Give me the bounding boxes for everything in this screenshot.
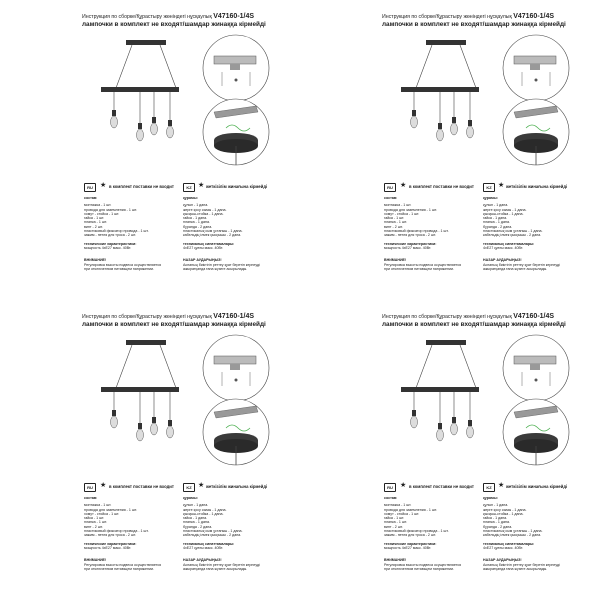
kz-tech-heading: техникалық сипаттамалары: <box>483 241 535 246</box>
pendant-lamp-drawing <box>401 40 479 141</box>
kz-warning-line: Аспаның биіктігін реттеу қуат беретін кернеуді <box>183 562 260 567</box>
canopy-wiring-detail <box>203 99 269 165</box>
ru-item: планка - 1 шт. <box>384 520 407 525</box>
bulbs-not-included-note: лампочки в комплект не входят/шамдар жинаққа кірмейді <box>82 321 266 328</box>
canopy-wiring-detail <box>503 99 569 165</box>
instruction-sheet-top-right <box>300 0 600 300</box>
ru-item: винт - 2 шт. <box>84 224 103 229</box>
kz-not-included-note: жеткізілім жинағына кірмейді <box>506 184 568 189</box>
ru-text-column <box>384 496 480 571</box>
kz-language-badge: KZ <box>183 483 195 492</box>
ru-item: провода для заземления - 1 шт. <box>384 207 437 212</box>
kz-item: кабельдің ілмек қысқышы - 2 дана. <box>183 533 242 538</box>
kz-item: планка - 1 дана. <box>483 220 510 225</box>
model-number: V47160-1/4S <box>513 313 555 320</box>
ru-item: монтажка - 1 шт. <box>84 203 112 208</box>
star-icon: ★ <box>400 482 407 489</box>
kz-item: жерге қосу сымы - 1 дана. <box>183 507 227 512</box>
kz-not-included-note: жеткізілім жинағына кірмейді <box>506 484 568 489</box>
star-icon: ★ <box>498 482 505 489</box>
kz-item: кабельдің ілмек қысқышы - 2 дана. <box>183 233 242 238</box>
ru-text-column <box>384 196 480 271</box>
ru-text-column <box>84 496 180 571</box>
title-prefix: Инструкция по сборке/Құрастыру жөніндегі нұсқаулық <box>82 314 212 320</box>
ru-tech-value: мощность 4xE27 макс. 40Вт. <box>84 545 132 550</box>
kz-contents-heading: құрамы: <box>483 196 498 200</box>
ru-warning-line: Регулировка высоты подвеса осуществляется <box>384 562 462 567</box>
ru-item: пластиковый фиксатор провода - 1 шт. <box>384 229 449 234</box>
ru-item: зажим - петля для троса - 2 шт. <box>384 233 437 238</box>
ru-warning-line: при отключенном питающем напряжении. <box>384 266 455 271</box>
ru-item: винт - 2 шт. <box>384 224 403 229</box>
ru-tech-heading: технические характеристики: <box>84 541 137 546</box>
kz-item: планка - 1 дана. <box>483 520 510 525</box>
ru-warning-heading: ВНИМАНИЕ! <box>84 258 107 263</box>
model-number: V47160-1/4S <box>213 13 255 20</box>
ru-item: хомут - стойка - 1 шт. <box>384 211 420 216</box>
title-prefix: Инструкция по сборке/Құрастыру жөніндегі нұсқаулық <box>382 314 512 320</box>
kz-item: құлып - 1 дана. <box>183 203 209 208</box>
kz-warning-heading: НАЗАР АУДАРЫҢЫЗ! <box>483 558 522 563</box>
kz-item: қысқыш-стойка - 1 дана. <box>183 211 224 216</box>
ru-item: винт - 2 шт. <box>84 524 103 529</box>
ru-tech-heading: технические характеристики: <box>384 241 437 246</box>
ru-contents-heading: состав: <box>84 496 98 500</box>
ru-tech-value: мощность 4xE27 макс. 40Вт. <box>84 245 132 250</box>
kz-tech-heading: техникалық сипаттамалары: <box>183 541 235 546</box>
canopy-wiring-detail <box>503 399 569 465</box>
ru-not-included-note: в комплект поставки не входит <box>109 184 174 189</box>
kz-warning-line: Аспаның биіктігін реттеу қуат беретін кернеуді <box>483 562 560 567</box>
kz-item: бұрандa - 2 дана. <box>483 524 513 529</box>
star-icon: ★ <box>498 182 505 189</box>
kz-item: кабельдің ілмек қысқышы - 2 дана. <box>483 233 542 238</box>
ru-warning-line: при отключенном питающем напряжении. <box>84 566 155 571</box>
kz-not-included-note: жеткізілім жинағына кірмейді <box>206 484 268 489</box>
ru-warning-line: Регулировка высоты подвеса осуществляется <box>84 562 162 567</box>
kz-item: пластикалық сым ұстағыш - 1 дана. <box>183 529 243 534</box>
kz-language-badge: KZ <box>183 183 195 192</box>
canopy-wiring-detail <box>203 399 269 465</box>
kz-item: қысқыш-стойка - 1 дана. <box>183 511 224 516</box>
mounting-bracket-detail <box>503 335 569 401</box>
ru-item: гайка - 1 шт. <box>84 216 105 221</box>
pendant-lamp-drawing <box>101 40 179 141</box>
ru-item: гайка - 1 шт. <box>84 516 105 521</box>
mounting-bracket-detail <box>503 35 569 101</box>
kz-item: гайка - 1 дана. <box>183 516 208 521</box>
bulbs-not-included-note: лампочки в комплект не входят/шамдар жинаққа кірмейді <box>382 321 566 328</box>
kz-warning-line: Аспаның биіктігін реттеу қуат беретін кернеуді <box>483 262 560 267</box>
kz-text-column <box>183 496 279 571</box>
ru-contents-heading: состав: <box>84 196 98 200</box>
ru-warning-heading: ВНИМАНИЕ! <box>384 258 407 263</box>
ru-item: пластиковый фиксатор провода - 1 шт. <box>384 529 449 534</box>
ru-not-included-note: в комплект поставки не входит <box>409 184 474 189</box>
kz-item: кабельдің ілмек қысқышы - 2 дана. <box>483 533 542 538</box>
kz-item: планка - 1 дана. <box>183 220 210 225</box>
ru-item: планка - 1 шт. <box>384 220 407 225</box>
kz-text-column <box>183 196 279 271</box>
kz-warning-line: ажыратқанда ғана жүзеге асырылады. <box>183 266 248 271</box>
ru-item: зажим - петля для троса - 2 шт. <box>84 533 137 538</box>
ru-item: монтажка - 1 шт. <box>84 503 112 508</box>
kz-item: пластикалық сым ұстағыш - 1 дана. <box>483 229 543 234</box>
kz-item: гайка - 1 дана. <box>483 516 508 521</box>
star-icon: ★ <box>100 482 107 489</box>
kz-not-included-note: жеткізілім жинағына кірмейді <box>206 184 268 189</box>
kz-tech-heading: техникалық сипаттамалары: <box>183 241 235 246</box>
mounting-bracket-detail <box>203 35 269 101</box>
ru-item: гайка - 1 шт. <box>384 216 405 221</box>
ru-warning-line: Регулировка высоты подвеса осуществляется <box>384 262 462 267</box>
instruction-sheet-bottom-right <box>300 300 600 600</box>
ru-item: винт - 2 шт. <box>384 524 403 529</box>
kz-item: пластикалық сым ұстағыш - 1 дана. <box>483 529 543 534</box>
bulbs-not-included-note: лампочки в комплект не входят/шамдар жинаққа кірмейді <box>82 21 266 28</box>
title-prefix: Инструкция по сборке/Құрастыру жөніндегі нұсқаулық <box>82 14 212 20</box>
kz-item: жерге қосу сымы - 1 дана. <box>483 207 527 212</box>
kz-language-badge: KZ <box>483 483 495 492</box>
ru-text-column <box>84 196 180 271</box>
kz-contents-heading: құрамы: <box>483 496 498 500</box>
ru-tech-heading: технические характеристики: <box>384 541 437 546</box>
ru-contents-heading: состав: <box>384 196 398 200</box>
ru-tech-heading: технические характеристики: <box>84 241 137 246</box>
kz-item: құлып - 1 дана. <box>483 503 509 508</box>
model-number: V47160-1/4S <box>513 13 555 20</box>
ru-warning-heading: ВНИМАНИЕ! <box>84 558 107 563</box>
ru-item: хомут - стойка - 1 шт. <box>84 511 120 516</box>
kz-tech-value: 4xE27 қуаты макс. 40Вт. <box>483 545 524 550</box>
kz-contents-heading: құрамы: <box>183 496 198 500</box>
ru-item: провода для заземления - 1 шт. <box>384 507 437 512</box>
mounting-bracket-detail <box>203 335 269 401</box>
kz-item: бұрандa - 2 дана. <box>183 224 213 229</box>
ru-item: пластиковый фиксатор провода - 1 шт. <box>84 229 149 234</box>
ru-warning-line: при отключенном питающем напряжении. <box>384 566 455 571</box>
title-prefix: Инструкция по сборке/Құрастыру жөніндегі нұсқаулық <box>382 14 512 20</box>
kz-tech-value: 4xE27 қуаты макс. 40Вт. <box>483 245 524 250</box>
model-number: V47160-1/4S <box>213 313 255 320</box>
kz-item: жерге қосу сымы - 1 дана. <box>183 207 227 212</box>
kz-item: гайка - 1 дана. <box>483 216 508 221</box>
kz-text-column <box>483 496 579 571</box>
ru-item: зажим - петля для троса - 2 шт. <box>384 533 437 538</box>
ru-not-included-note: в комплект поставки не входит <box>109 484 174 489</box>
kz-warning-line: ажыратқанда ғана жүзеге асырылады. <box>483 266 548 271</box>
ru-tech-value: мощность 4xE27 макс. 40Вт. <box>384 245 432 250</box>
pendant-lamp-drawing <box>101 340 179 441</box>
kz-item: бұрандa - 2 дана. <box>183 524 213 529</box>
kz-item: құлып - 1 дана. <box>183 503 209 508</box>
ru-item: провода для заземления - 1 шт. <box>84 507 137 512</box>
ru-item: хомут - стойка - 1 шт. <box>84 211 120 216</box>
ru-warning-line: Регулировка высоты подвеса осуществляется <box>84 262 162 267</box>
ru-warning-heading: ВНИМАНИЕ! <box>384 558 407 563</box>
bulbs-not-included-note: лампочки в комплект не входят/шамдар жинаққа кірмейді <box>382 21 566 28</box>
kz-language-badge: KZ <box>483 183 495 192</box>
ru-tech-value: мощность 4xE27 макс. 40Вт. <box>384 545 432 550</box>
pendant-lamp-drawing <box>401 340 479 441</box>
ru-item: планка - 1 шт. <box>84 520 107 525</box>
star-icon: ★ <box>100 182 107 189</box>
kz-warning-line: ажыратқанда ғана жүзеге асырылады. <box>483 566 548 571</box>
ru-warning-line: при отключенном питающем напряжении. <box>84 266 155 271</box>
kz-warning-heading: НАЗАР АУДАРЫҢЫЗ! <box>183 558 222 563</box>
kz-item: жерге қосу сымы - 1 дана. <box>483 507 527 512</box>
kz-warning-heading: НАЗАР АУДАРЫҢЫЗ! <box>183 258 222 263</box>
kz-item: бұрандa - 2 дана. <box>483 224 513 229</box>
kz-tech-heading: техникалық сипаттамалары: <box>483 541 535 546</box>
ru-language-badge: RU <box>384 183 396 192</box>
ru-contents-heading: состав: <box>384 496 398 500</box>
ru-language-badge: RU <box>84 483 96 492</box>
ru-language-badge: RU <box>84 183 96 192</box>
star-icon: ★ <box>400 182 407 189</box>
kz-item: пластикалық сым ұстағыш - 1 дана. <box>183 229 243 234</box>
kz-item: қысқыш-стойка - 1 дана. <box>483 511 524 516</box>
ru-item: гайка - 1 шт. <box>384 516 405 521</box>
kz-warning-heading: НАЗАР АУДАРЫҢЫЗ! <box>483 258 522 263</box>
ru-item: пластиковый фиксатор провода - 1 шт. <box>84 529 149 534</box>
kz-warning-line: ажыратқанда ғана жүзеге асырылады. <box>183 566 248 571</box>
kz-tech-value: 4xE27 қуаты макс. 40Вт. <box>183 545 224 550</box>
ru-item: планка - 1 шт. <box>84 220 107 225</box>
kz-item: құлып - 1 дана. <box>483 203 509 208</box>
kz-warning-line: Аспаның биіктігін реттеу қуат беретін кернеуді <box>183 262 260 267</box>
instruction-sheet-bottom-left <box>0 300 300 600</box>
kz-tech-value: 4xE27 қуаты макс. 40Вт. <box>183 245 224 250</box>
instruction-sheet-top-left <box>0 0 300 300</box>
ru-not-included-note: в комплект поставки не входит <box>409 484 474 489</box>
kz-text-column <box>483 196 579 271</box>
kz-contents-heading: құрамы: <box>183 196 198 200</box>
ru-item: провода для заземления - 1 шт. <box>84 207 137 212</box>
kz-item: планка - 1 дана. <box>183 520 210 525</box>
kz-item: гайка - 1 дана. <box>183 216 208 221</box>
ru-item: зажим - петля для троса - 2 шт. <box>84 233 137 238</box>
star-icon: ★ <box>198 482 205 489</box>
ru-item: монтажка - 1 шт. <box>384 203 412 208</box>
star-icon: ★ <box>198 182 205 189</box>
ru-language-badge: RU <box>384 483 396 492</box>
ru-item: хомут - стойка - 1 шт. <box>384 511 420 516</box>
ru-item: монтажка - 1 шт. <box>384 503 412 508</box>
kz-item: қысқыш-стойка - 1 дана. <box>483 211 524 216</box>
